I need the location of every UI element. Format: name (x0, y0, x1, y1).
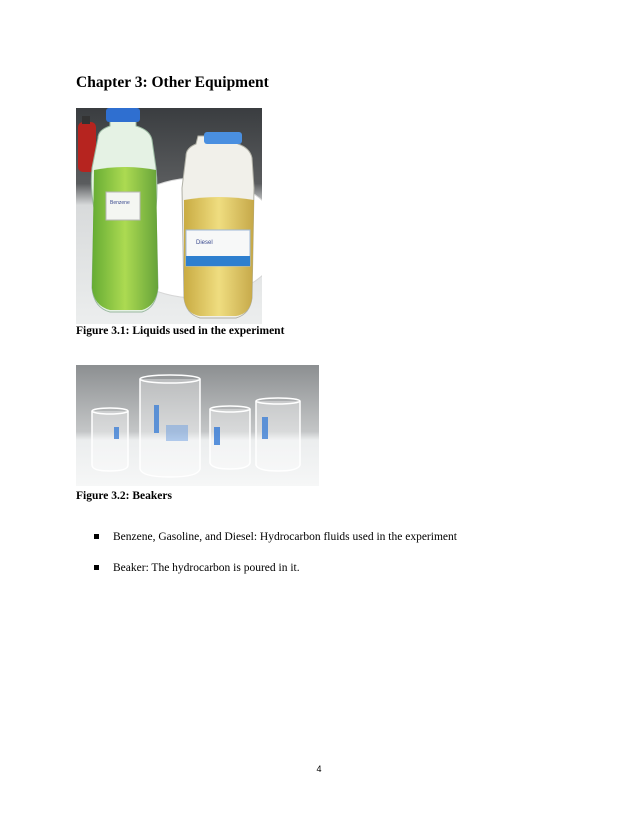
square-bullet-icon (94, 534, 99, 539)
list-item (94, 530, 457, 545)
green-bottle-label: Benzene (110, 200, 130, 206)
list-item (94, 561, 457, 576)
beakers-illustration (76, 365, 319, 486)
page-number: 4 (316, 764, 322, 774)
yellow-bottle-label: Diesel (196, 240, 213, 246)
figure-liquids-photo (76, 108, 262, 324)
list-item-text: Beaker: The hydrocarbon is poured in it. (113, 562, 300, 574)
figure-1-caption: Figure 3.1: Liquids used in the experiment (76, 325, 285, 337)
equipment-list (94, 530, 457, 592)
list-item-text: Benzene, Gasoline, and Diesel: Hydrocarbon fluids used in the experiment (113, 531, 457, 543)
chapter-heading: Chapter 3: Other Equipment (76, 74, 269, 91)
figure-2-caption: Figure 3.2: Beakers (76, 490, 172, 502)
bottles-illustration (76, 108, 262, 324)
figure-beakers-photo (76, 365, 319, 486)
square-bullet-icon (94, 565, 99, 570)
